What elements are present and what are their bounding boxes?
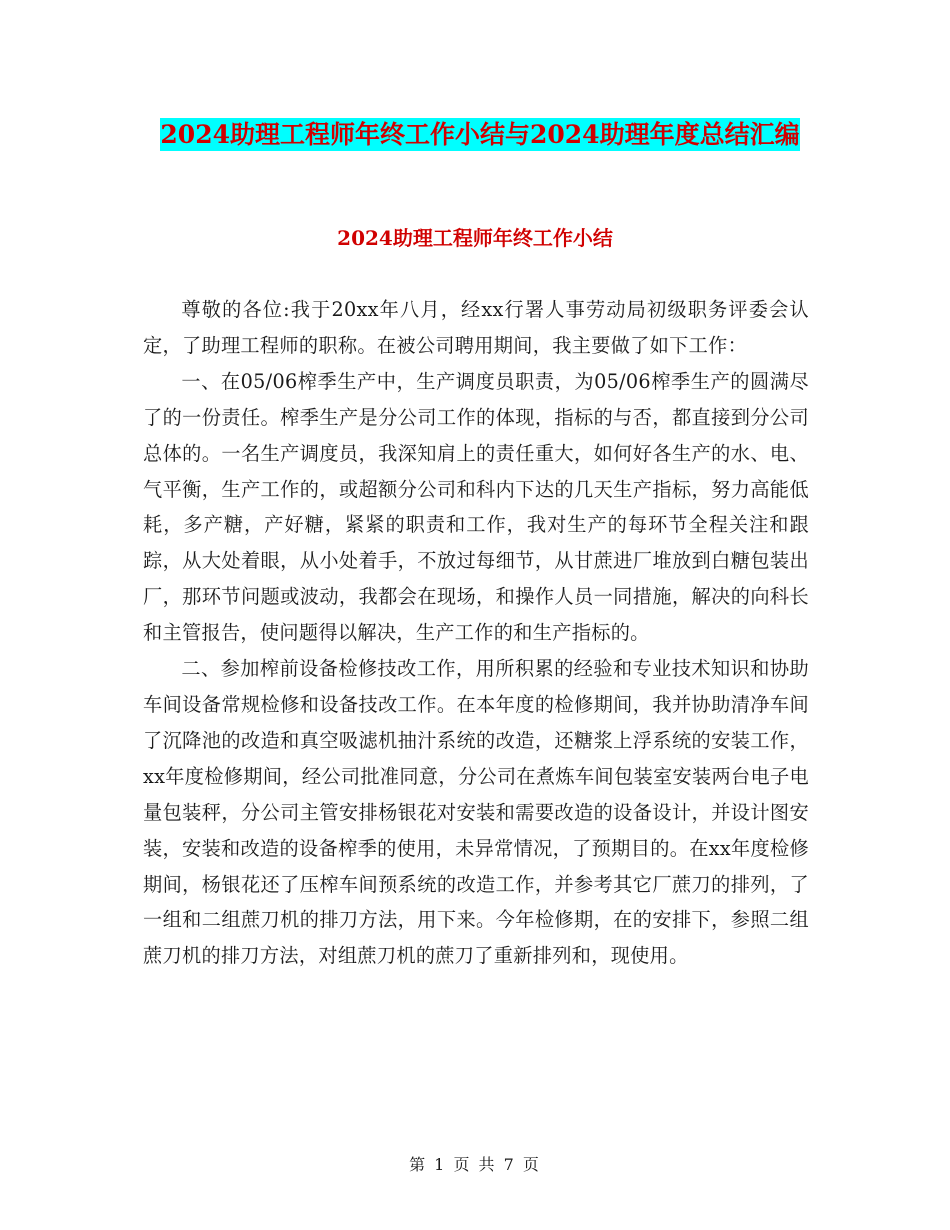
document-body xyxy=(143,292,809,974)
section-title: 2024助理工程师年终工作小结 xyxy=(337,226,613,250)
paragraph: 二、参加榨前设备检修技改工作，用所积累的经验和专业技术知识和协助车间设备常规检修和设备技改工作。在本年度的检修期间，我并协助清净车间了沉降池的改造和真空吸滤机抽汁系统的改造，还糖浆上浮系统的安装工作，xx年度检修期间，经公司批准同意，分公司在煮炼车间包装室安装两台电子电量包装秤，分公司主管安排杨银花对安装和需要改造的设备设计，并设计图安装，安装和改造的设备榨季的使用，未异常情况，了预期目的。在xx年度检修期间，杨银花还了压榨车间预系统的改造工作，并参考其它厂蔗刀的排列，了一组和二组蔗刀机的排刀方法，用下来。今年检修期，在的安排下，参照二组蔗刀机的排刀方法，对组蔗刀机的蔗刀了重新排列和，现使用。 xyxy=(143,657,809,968)
paragraph: 尊敬的各位:我于20xx年八月，经xx行署人事劳动局初级职务评委会认定，了助理工程师的职称。在被公司聘用期间，我主要做了如下工作： xyxy=(143,298,809,357)
document-title xyxy=(140,112,820,158)
paragraph: 一、在05/06榨季生产中，生产调度员职责，为05/06榨季生产的圆满尽了的一份责任。榨季生产是分公司工作的体现，指标的与否，都直接到分公司总体的。一名生产调度员，我深知肩上的责任重大，如何好各生产的水、电、气平衡，生产工作的，或超额分公司和科内下达的几天生产指标，努力高能低耗，多产糖，产好糖，紧紧的职责和工作，我对生产的每环节全程关注和跟踪，从大处着眼，从小处着手，不放过每细节，从甘蔗进厂堆放到白糖包装出厂，那环节问题或波动，我都会在现场，和操作人员一同措施，解决的向科长和主管报告，使问题得以解决，生产工作的和生产指标的。 xyxy=(143,369,809,645)
page-number-footer: 第 1 页 共 7 页 xyxy=(409,1155,541,1174)
document-title-text: 2024助理工程师年终工作小结与2024助理年度总结汇编 xyxy=(160,120,800,149)
